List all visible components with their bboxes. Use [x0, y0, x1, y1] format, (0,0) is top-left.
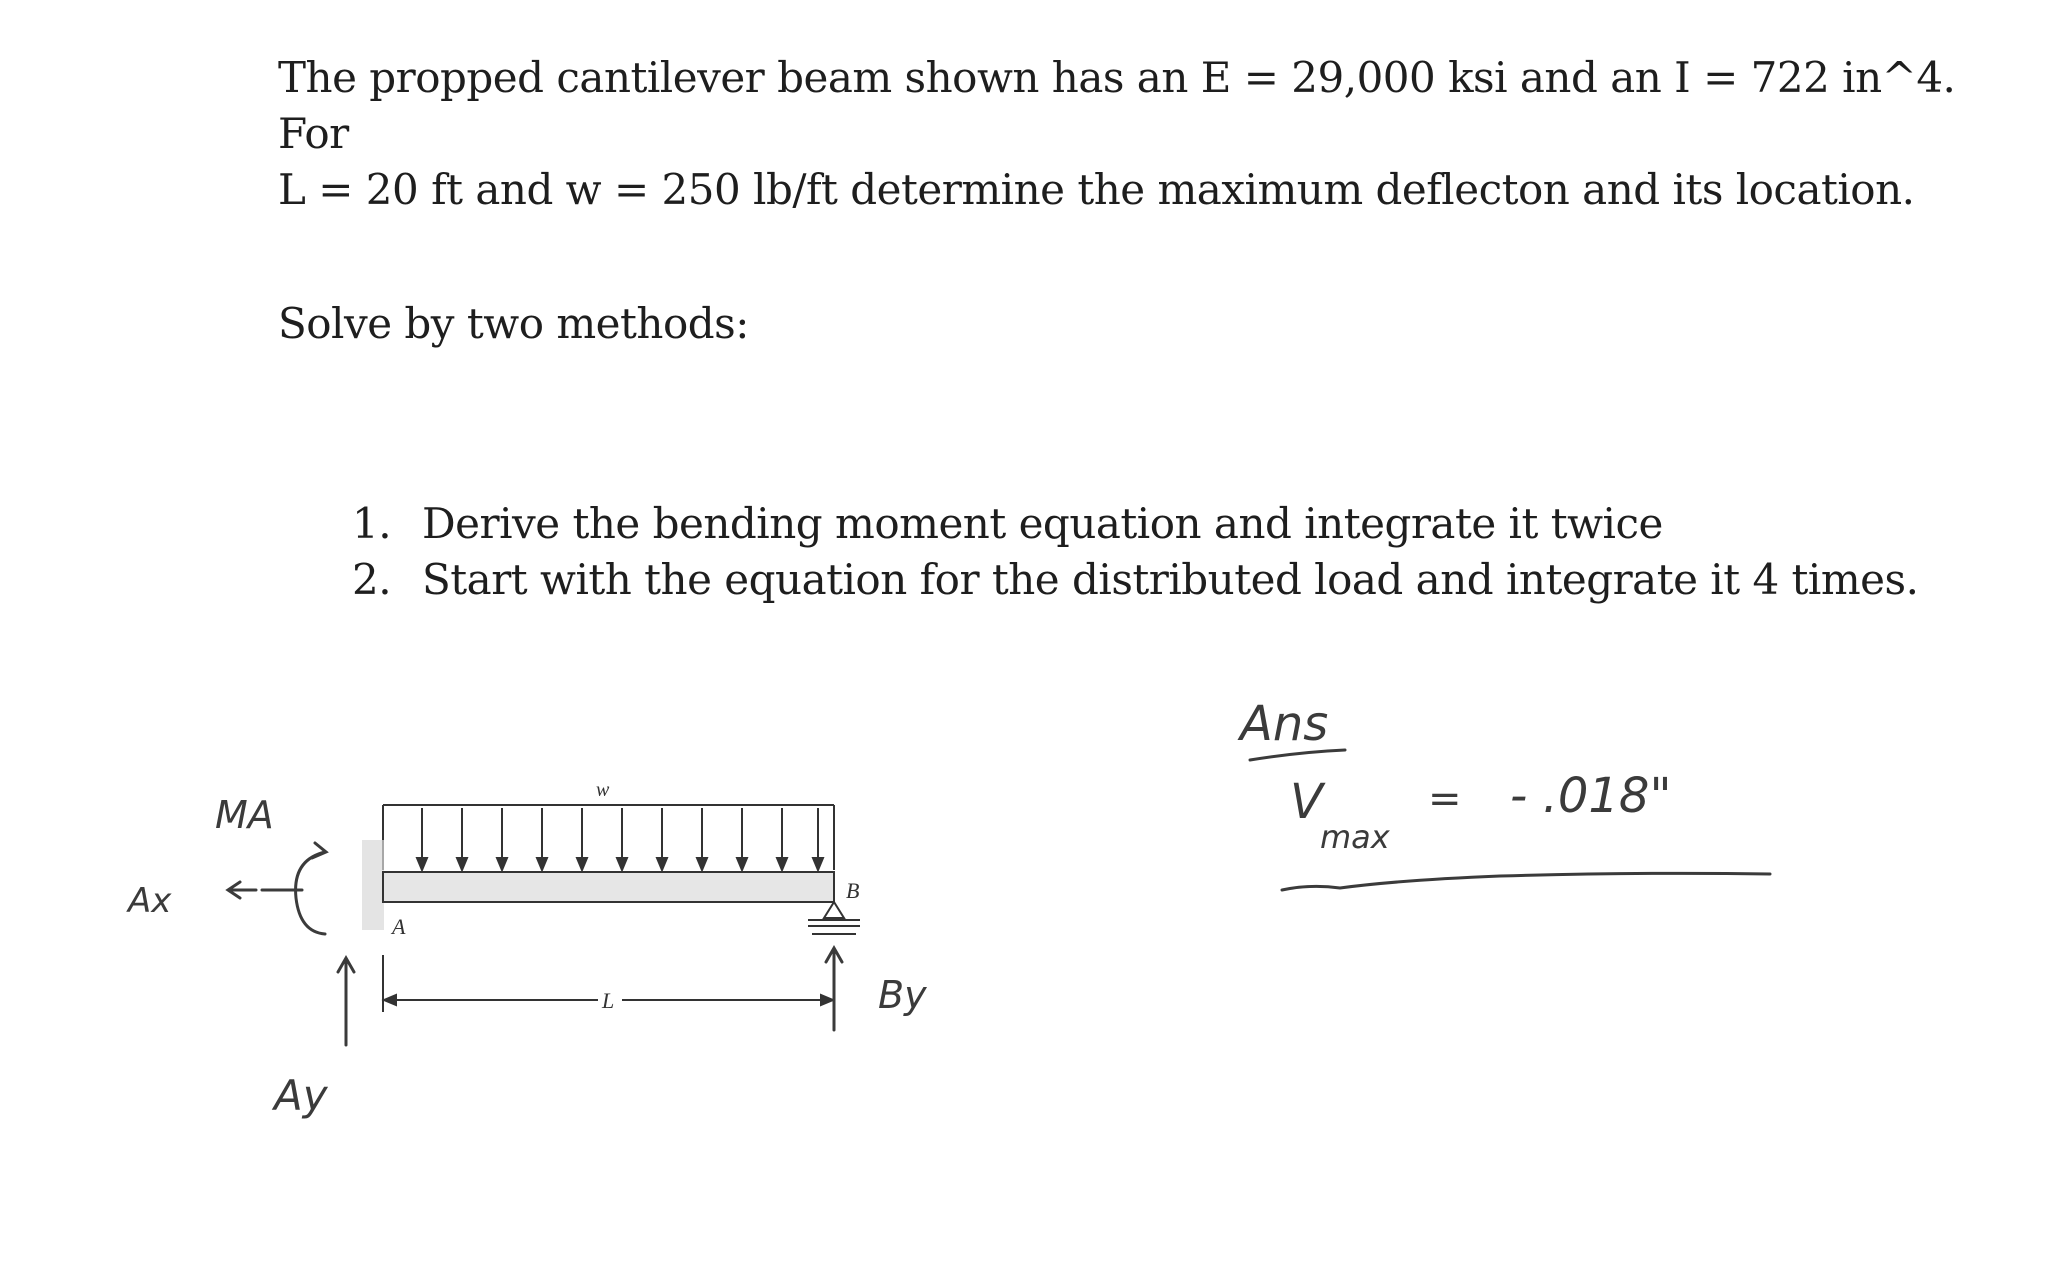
support-a-label: A: [392, 914, 406, 939]
method-number: 2.: [352, 555, 392, 604]
distributed-load: [383, 805, 834, 870]
beam: [383, 872, 834, 902]
ans-label: Ans: [1240, 696, 1329, 752]
vmax-subscript: max: [1320, 818, 1390, 856]
equals-sign: =: [1428, 776, 1462, 822]
answer-underline: [1282, 873, 1770, 890]
load-label: w: [596, 779, 610, 801]
moment-label: MA: [215, 793, 274, 837]
support-b-label: B: [846, 878, 860, 903]
length-label: L: [602, 988, 615, 1013]
answer-value: - .018": [1510, 768, 1672, 824]
fixed-support-wall: [362, 840, 384, 930]
by-label: By: [878, 973, 927, 1017]
method-number: 1.: [352, 499, 392, 548]
ay-label: Ay: [274, 1071, 328, 1120]
problem-line-1: The propped cantilever beam shown has an E = 29,000 ksi and an I = 722 in^4. For: [278, 53, 1956, 158]
moment-arrow-icon: [296, 852, 325, 934]
roller-support-b: [808, 902, 860, 934]
load-arrows: [417, 808, 823, 870]
problem-line-2: L = 20 ft and w = 250 lb/ft determine the maximum deflecton and its location.: [278, 165, 1915, 214]
method-text: Start with the equation for the distributed load and integrate it 4 times.: [422, 555, 1919, 604]
method-text: Derive the bending moment equation and integrate it twice: [422, 499, 1663, 548]
vmax-label: V: [1290, 774, 1323, 830]
ax-label: Ax: [128, 881, 172, 921]
solve-heading: Solve by two methods:: [278, 299, 749, 348]
